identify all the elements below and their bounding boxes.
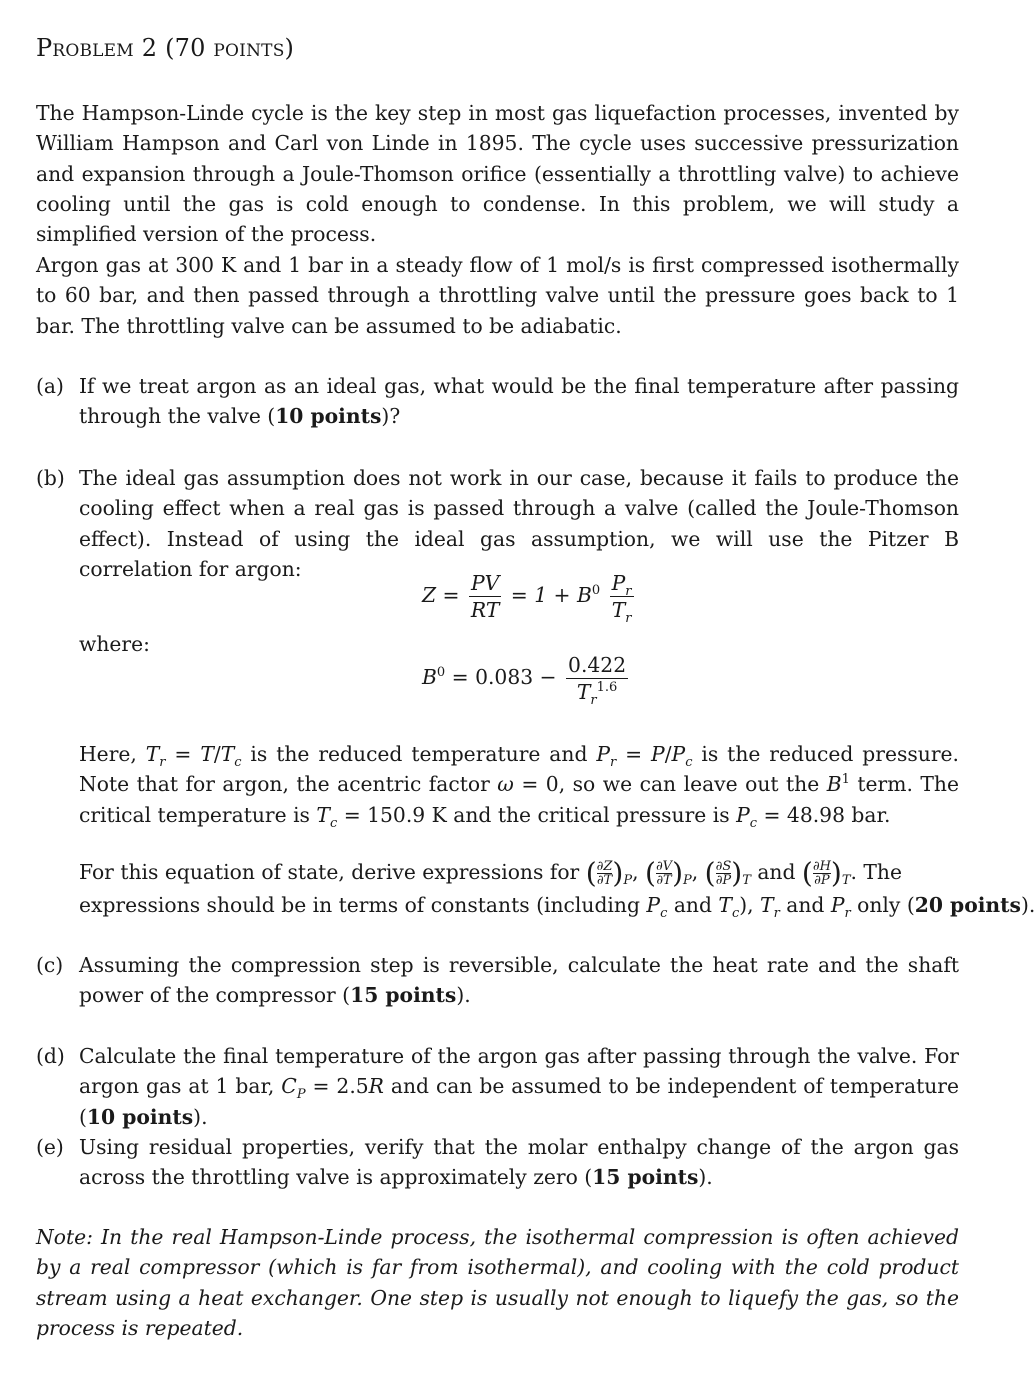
here-1: Here,	[79, 742, 146, 766]
here-6: = 150.9 K and the critical pressure is	[343, 802, 737, 827]
eq2-den: T	[576, 680, 591, 704]
derive-text	[79, 854, 1035, 922]
derive-7: only (	[857, 893, 915, 917]
derive-and: and	[757, 860, 796, 884]
eq2-den-sub: r	[590, 693, 597, 709]
here-2: is the reduced temperature and	[250, 742, 597, 766]
equation-z	[422, 570, 637, 627]
part-e	[36, 1132, 959, 1193]
eq1-sup0: 0	[591, 583, 601, 599]
derive-paragraph	[36, 854, 1035, 922]
eq1-den2-sub: r	[625, 611, 632, 627]
derive-6: and	[786, 893, 831, 917]
derive-2: . The	[850, 860, 903, 884]
part-a-body	[79, 371, 959, 432]
here-5: term. The critical temperature is	[79, 772, 959, 827]
here-7: = 48.98 bar.	[763, 802, 891, 827]
where-label: where:	[79, 632, 150, 656]
part-d-end: ).	[193, 1104, 208, 1129]
part-e-body	[79, 1132, 959, 1193]
part-a-end: )?	[381, 404, 401, 429]
part-d-text3: and can be assumed to be independent of temperature (	[79, 1074, 959, 1129]
eq1-den1: RT	[470, 598, 500, 622]
derive-line-1: For this equation of state, derive expressions for ( $\frac{\partial Z}{\partial T})_P$, ( $\frac{\partial V}{\partial T})_P$, ( $\frac{\partial S}{\partial P})_T$ and ( $\frac{\partial H}{\partial P})_T$. The	[79, 856, 903, 890]
eq2-lhs: B	[422, 665, 437, 689]
derive-3: expressions should be in terms of constants (including	[79, 893, 647, 917]
part-b-points: 20 points	[914, 893, 1021, 917]
eq1-lhs: Z =	[422, 583, 460, 607]
part-e-label: (e)	[36, 1135, 64, 1159]
part-c	[36, 950, 959, 1011]
part-b	[36, 463, 959, 584]
part-d	[36, 1041, 959, 1132]
part-a-points: 10 points	[275, 404, 382, 429]
part-c-points: 15 points	[350, 983, 457, 1008]
problem-number: 2	[141, 34, 158, 62]
eq2-den-exp: 1.6	[596, 680, 618, 696]
part-e-text: Using residual properties, verify that the molar enthalpy change of the argon gas across the throttling valve is approximately zero (	[79, 1135, 959, 1190]
part-d-text1: Calculate the final temperature of the argon gas after passing through the valve. For argon gas at 1 bar,	[79, 1044, 959, 1099]
eq2-mid: = 0.083 −	[451, 665, 557, 689]
part-d-label: (d)	[36, 1044, 65, 1068]
eq1-den2: T	[611, 598, 626, 622]
eq1-mid: = 1 + B	[510, 583, 592, 607]
derive-4: and	[673, 893, 719, 917]
part-a	[36, 371, 959, 432]
part-d-body: Calculate the final temperature of the argon gas after passing through the valve. For argon gas at 1 bar, $C_P = 2.5R$ and can be assumed to be independent of temperature (10 points).	[79, 1044, 959, 1129]
part-e-end: ).	[698, 1165, 713, 1190]
part-a-label: (a)	[36, 374, 64, 398]
equation-b0	[422, 652, 631, 709]
intro-paragraph: The Hampson-Linde cycle is the key step in most gas liquefaction processes, invented by William Hampson and Carl von Linde in 1895. The cycle uses successive pressurization and expansion through a Joule-Thomson orifice (essentially a throttling valve) to achieve cooling until the gas is cold enough to condense. In this problem, we will study a simplified version of the process.	[36, 101, 959, 247]
part-a-text: If we treat argon as an ideal gas, what would be the final temperature after passing through the valve (	[79, 374, 959, 429]
eq2-frac	[566, 652, 628, 709]
here-3: is the reduced pressure. Note that for argon, the acentric factor	[79, 742, 959, 797]
closing-note: Note: In the real Hampson-Linde process, the isothermal compression is often achieved by a real compressor (which is far from isothermal), and cooling with the cold product stream using a heat exchanger. One step is usually not enough to liquefy the gas, so the process is repeated.	[36, 1225, 959, 1340]
problem-word: Problem	[36, 34, 134, 62]
part-e-points: 15 points	[592, 1165, 699, 1190]
part-b-end: ).	[1020, 893, 1035, 917]
eq1-frac-pv-rt	[469, 570, 501, 623]
eq1-num2: P	[611, 571, 626, 595]
part-c-end: ).	[456, 983, 471, 1008]
part-c-body	[79, 950, 959, 1011]
derive-5: ),	[739, 893, 761, 917]
problem-points: (70 points)	[165, 34, 295, 62]
part-d-text2: = 2.5	[312, 1074, 369, 1099]
eq1-num2-sub: r	[625, 584, 632, 600]
derive-1: For this equation of state, derive expressions for	[79, 860, 586, 884]
part-c-text: Assuming the compression step is reversible, calculate the heat rate and the shaft power of the compressor (	[79, 953, 959, 1008]
here-4: = 0, so we can leave out the	[521, 772, 827, 797]
eq2-num: 0.422	[568, 653, 627, 677]
part-d-points: 10 points	[86, 1104, 194, 1129]
problem-heading	[36, 32, 294, 64]
eq1-num1: PV	[471, 571, 500, 595]
part-b-label: (b)	[36, 466, 65, 490]
part-b-body: The ideal gas assumption does not work in our case, because it fails to produce the cooling effect when a real gas is passed through a valve (called the Joule-Thomson effect). Instead of using the ideal gas assumption, we will use the Pitzer B correlation for argon:	[79, 466, 959, 581]
reduced-definitions-text: Here, $T_r = T/T_c$ is the reduced temperature and $P_r = P/P_c$ is the reduced pressure. Note that for argon, the acentric factor ω = 0, so we can leave out the $B^1$ term. The critical temperature is $T_c = 150.9$ K and the critical pressure is $P_c = 48.98$ bar.	[79, 742, 959, 831]
part-c-label: (c)	[36, 953, 64, 977]
eq2-sup0: 0	[436, 665, 446, 681]
derive-line-2: expressions should be in terms of constants (including $P_c$ and $T_c$), $T_r$ and $P_r$ only (20 points).	[79, 893, 1035, 922]
eq1-frac-pr-tr	[610, 570, 634, 627]
setup-paragraph: Argon gas at 300 K and 1 bar in a steady flow of 1 mol/s is first compressed isothermally to 60 bar, and then passed through a throttling valve until the pressure goes back to 1 bar. The throttling valve can be assumed to be adiabatic.	[36, 253, 959, 338]
reduced-definitions	[36, 739, 959, 830]
